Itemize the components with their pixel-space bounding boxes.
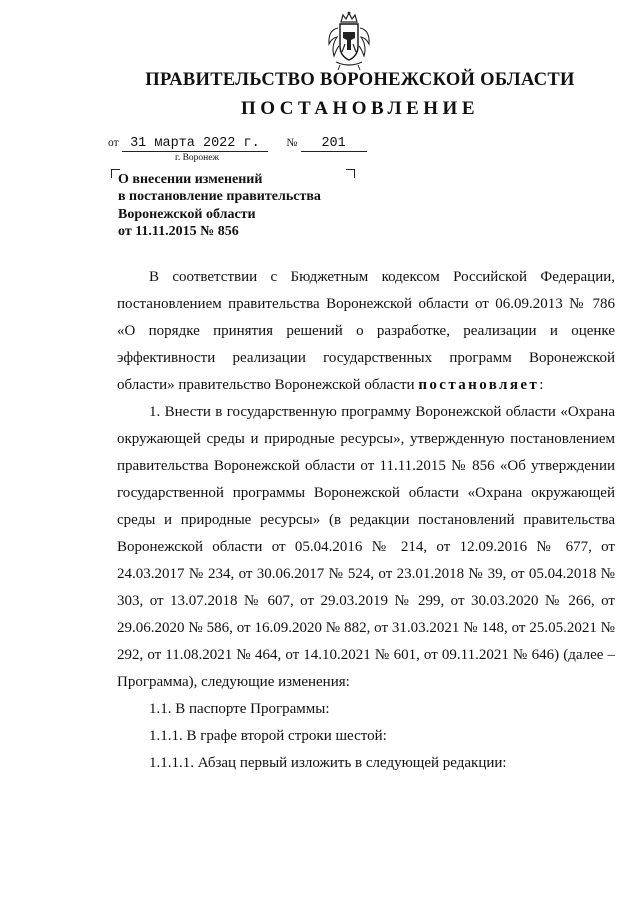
document-date: 31 марта 2022 г. <box>122 137 268 152</box>
subject-line: О внесении изменений <box>118 172 263 187</box>
subject-line: Воронежской области <box>118 206 256 222</box>
paragraph-item-1-1: 1.1. В паспорте Программы: <box>149 701 330 717</box>
paragraph-preamble: В соответствии с Бюджетным кодексом Российской Федерации, постановлением правительства Воронежской области от 06.09.2013 № 786 «О порядке принятия решений о разработке, реализации и оценке эффективности реализации государственных программ Воронежской области» правительство Воронежской области постановляет: <box>117 269 615 393</box>
resolves-keyword: постановляет <box>418 377 540 393</box>
city-label: г. Воронеж <box>175 153 220 163</box>
document-body <box>117 264 615 777</box>
subject-line: от 11.11.2015 № 856 <box>118 223 239 239</box>
paragraph-item-1-1-1: 1.1.1. В графе второй строки шестой: <box>149 728 387 744</box>
document-number: 201 <box>301 137 367 152</box>
subject-line: в постановление правительства <box>118 189 321 205</box>
subject-bracket-right <box>346 169 355 178</box>
document-subject <box>118 171 321 240</box>
paragraph-item-1: 1. Внести в государственную программу Воронежской области «Охрана окружающей среды и природные ресурсы», утвержденную постановлением правительства Воронежской области от 11.11.2015 № 856 «Об утверждении государственной программы Воронежской области «Охрана окружающей среды и природные ресурсы» (в редакции постановлений правительства Воронежской области от 05.04.2016 № 214, от 12.09.2016 № 677, от 24.03.2017 № 234, от 30.06.2017 № 524, от 23.01.2018 № 39, от 05.04.2018 № 303, от 13.07.2018 № 607, от 29.03.2019 № 299, от 30.03.2020 № 266, от 29.06.2020 № 586, от 16.09.2020 № 882, от 31.03.2021 № 148, от 25.05.2021 № 292, от 11.08.2021 № 464, от 14.10.2021 № 601, от 09.11.2021 № 646) (далее – Программа), следующие изменения: <box>117 404 615 690</box>
date-label: от <box>108 137 119 149</box>
paragraph-item-1-1-1-1: 1.1.1.1. Абзац первый изложить в следующей редакции: <box>149 755 507 771</box>
date-number-line <box>108 134 367 152</box>
document-type: ПОСТАНОВЛЕНИЕ <box>240 98 480 119</box>
issuing-authority: ПРАВИТЕЛЬСТВО ВОРОНЕЖСКОЙ ОБЛАСТИ <box>145 70 575 90</box>
coat-of-arms-icon <box>326 10 372 72</box>
number-label: № <box>286 137 298 149</box>
